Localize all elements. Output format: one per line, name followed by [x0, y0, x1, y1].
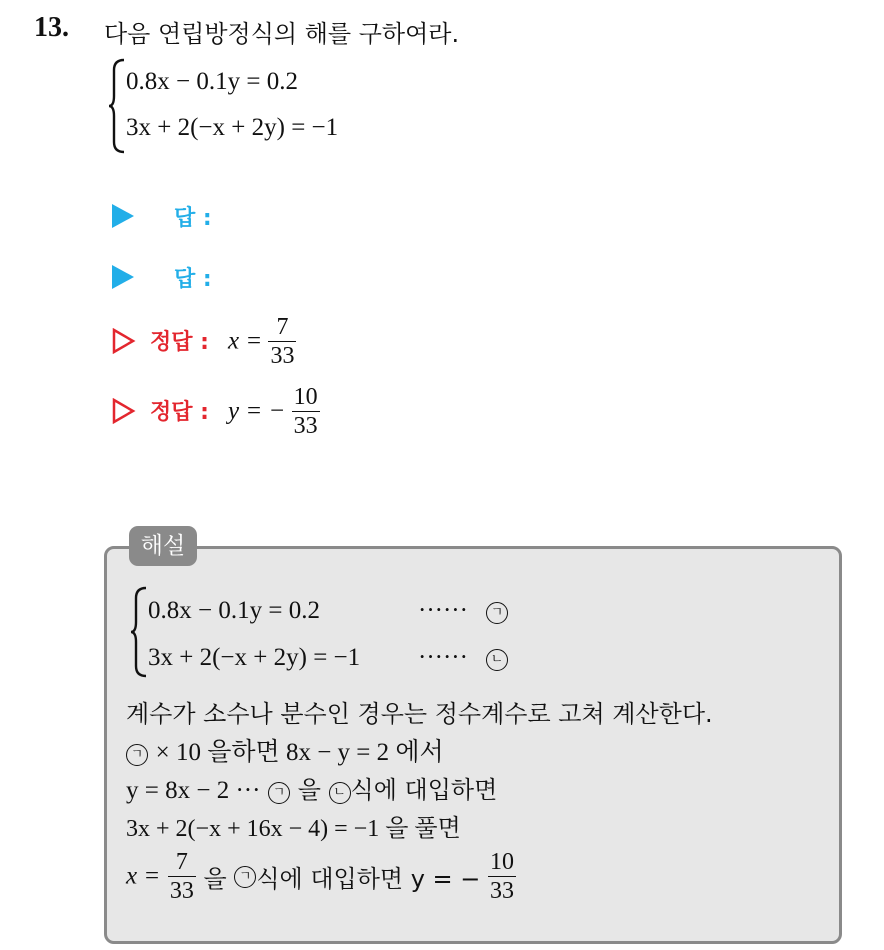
- solution-line-1: 계수가 소수나 분수인 경우는 정수계수로 고쳐 계산한다.: [126, 700, 713, 728]
- equation-2: 3x + 2(−x + 2y) = −1: [126, 114, 339, 141]
- fraction-numerator: 10: [490, 849, 515, 875]
- solution-eq-2-dots: ······: [418, 644, 468, 671]
- solution-line-4: 3x + 2(−x + 16x − 4) = −1 을 풀면: [126, 816, 461, 842]
- fraction-denominator: 33: [490, 878, 515, 904]
- circled-giyeok-icon: ㄱ: [486, 602, 508, 624]
- answer-marker-icon: [112, 265, 134, 289]
- fraction-denominator: 33: [293, 413, 318, 439]
- answer-y-lhs: y = −: [228, 397, 286, 425]
- solution-eq-1-dots: ······: [418, 597, 468, 624]
- solution-line-2-text: × 10 을하면 8x − y = 2 에서: [155, 739, 444, 766]
- circled-giyeok-icon: ㄱ: [234, 866, 256, 888]
- answer-y: [228, 383, 320, 440]
- solution-eq-1: 0.8x − 0.1y = 0.2: [148, 597, 320, 624]
- fraction-numerator: 7: [168, 848, 196, 877]
- solution-line-5-text: 식에 대입하면 y = −: [256, 865, 481, 893]
- solution-line-3-text: 식에 대입하면: [350, 776, 498, 804]
- answer-label-1: 답 :: [174, 206, 212, 231]
- correct-label-2: 정답 :: [150, 400, 209, 425]
- correct-label-1: 정답 :: [150, 330, 209, 355]
- fraction-denominator: 33: [169, 878, 194, 904]
- answer-x-lhs: x =: [228, 327, 263, 355]
- correct-marker-icon: [112, 398, 136, 424]
- solution-brace: [130, 586, 148, 678]
- solution-line-3-particle: 을: [297, 776, 321, 804]
- solution-line-5-fraction: [168, 848, 196, 905]
- fraction-denominator: 33: [270, 343, 295, 369]
- equation-1: 0.8x − 0.1y = 0.2: [126, 68, 298, 95]
- correct-marker-icon: [112, 328, 136, 354]
- solution-tab: 해설: [129, 526, 197, 566]
- circled-giyeok-icon: ㄱ: [268, 782, 290, 804]
- solution-eq-2: 3x + 2(−x + 2y) = −1: [148, 644, 361, 671]
- question-prompt: 다음 연립방정식의 해를 구하여라.: [104, 20, 460, 48]
- solution-line-2: [126, 732, 444, 768]
- answer-x: [228, 313, 296, 370]
- answer-x-fraction: [268, 313, 296, 370]
- solution-line-3: [126, 770, 497, 805]
- question-number: 13.: [34, 12, 69, 43]
- answer-marker-icon: [112, 204, 134, 228]
- solution-line-3-eq: y = 8x − 2 ···: [126, 777, 261, 804]
- solution-line-5-lhs: x =: [126, 862, 161, 890]
- system-brace: [108, 58, 126, 154]
- circled-nieun-icon: ㄴ: [486, 649, 508, 671]
- solution-line-5-fraction-2: [488, 848, 516, 905]
- fraction-numerator: 7: [268, 313, 296, 342]
- circled-giyeok-icon: ㄱ: [126, 744, 148, 766]
- answer-label-2: 답 :: [174, 267, 212, 292]
- solution-line-5-particle: 을: [203, 865, 227, 893]
- solution-line-5: [126, 848, 516, 905]
- fraction-numerator: 10: [293, 384, 318, 410]
- answer-y-fraction: [292, 383, 320, 440]
- circled-nieun-icon: ㄴ: [329, 782, 351, 804]
